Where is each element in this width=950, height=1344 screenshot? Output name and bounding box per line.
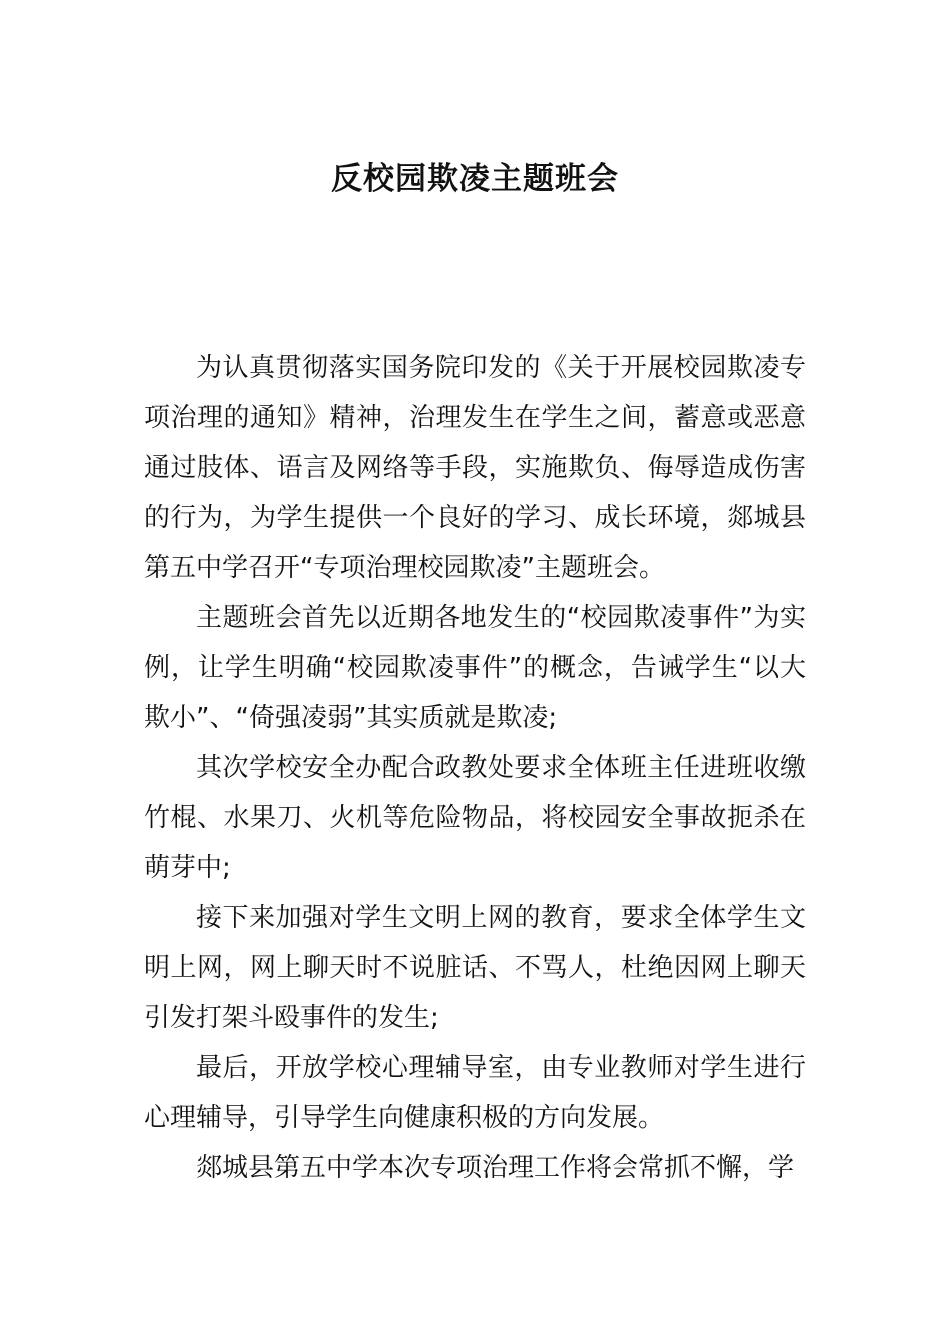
paragraph-examples: 主题班会首先以近期各地发生的“校园欺凌事件”为实例，让学生明确“校园欺凌事件”的概念，告诫学生“以大欺小”、“倚强凌弱”其实质就是欺凌; [144, 603, 806, 733]
paragraph-confiscation: 其次学校安全办配合政教处要求全体班主任进班收缴竹棍、水果刀、火机等危险物品，将校园安全事故扼杀在萌芽中; [144, 753, 806, 883]
paragraph-counseling: 最后，开放学校心理辅导室，由专业教师对学生进行心理辅导，引导学生向健康积极的方向发展。 [144, 1053, 806, 1133]
paragraph-intro: 为认真贯彻落实国务院印发的《关于开展校园欺凌专项治理的通知》精神，治理发生在学生之间，蓄意或恶意通过肢体、语言及网络等手段，实施欺负、侮辱造成伤害的行为，为学生提供一个良好的学习、成长环境，郯城县第五中学召开“专项治理校园欺凌”主题班会。 [144, 353, 806, 583]
paragraph-internet-education: 接下来加强对学生文明上网的教育，要求全体学生文明上网，网上聊天时不说脏话、不骂人，杜绝因网上聊天引发打架斗殴事件的发生; [144, 903, 806, 1033]
document-body [144, 343, 806, 1193]
paragraph-conclusion: 郯城县第五中学本次专项治理工作将会常抓不懈，学 [196, 1153, 795, 1183]
document-title: 反校园欺凌主题班会 [331, 161, 619, 197]
